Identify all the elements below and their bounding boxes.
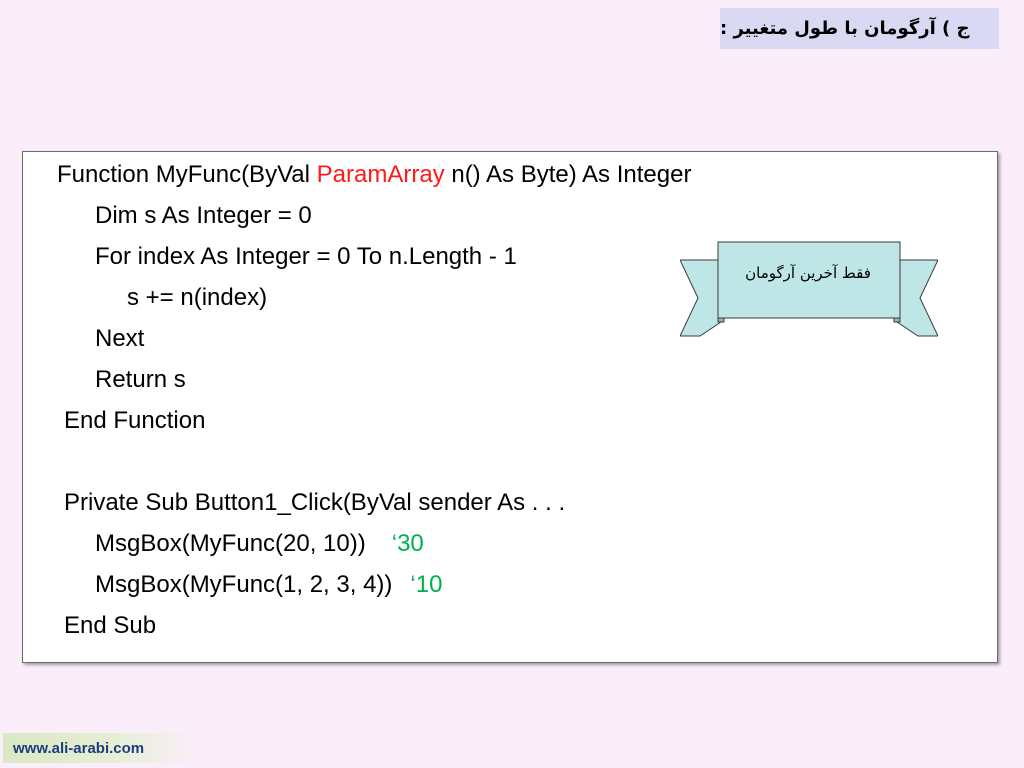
code-line-1-suffix: n() As Byte) As Integer xyxy=(444,161,692,188)
ribbon-callout-shape xyxy=(680,240,938,338)
footer-website-link[interactable]: www.ali-arabi.com xyxy=(13,739,145,757)
footer-bar xyxy=(3,733,203,763)
code-line-10 xyxy=(95,570,442,600)
code-line-9-code: MsgBox(MyFunc(20, 10)) xyxy=(95,530,366,557)
code-line-3: For index As Integer = 0 To n.Length - 1 xyxy=(95,243,517,270)
code-line-7: End Function xyxy=(64,407,206,434)
code-line-9-comment: ‘30 xyxy=(391,530,424,557)
slide-title-box xyxy=(720,8,999,49)
code-line-8: Private Sub Button1_Click(ByVal sender As . . . xyxy=(64,489,566,516)
code-line-1-prefix: Function MyFunc(ByVal xyxy=(57,161,317,188)
code-line-2: Dim s As Integer = 0 xyxy=(95,202,312,229)
paramarray-keyword: ParamArray xyxy=(316,161,445,188)
code-line-1 xyxy=(57,160,691,190)
code-line-11: End Sub xyxy=(64,612,157,639)
code-line-5: Next xyxy=(95,325,145,352)
code-line-4: s += n(index) xyxy=(127,284,268,311)
code-line-10-code: MsgBox(MyFunc(1, 2, 3, 4)) xyxy=(95,571,393,598)
slide-title: ج ) آرگومان با طول متغییر : xyxy=(720,18,970,39)
ribbon-callout-text: فقط آخرین آرگومان xyxy=(745,264,871,282)
code-line-6: Return s xyxy=(95,366,186,393)
code-line-9 xyxy=(95,529,424,559)
code-line-10-comment: ‘10 xyxy=(410,571,443,598)
